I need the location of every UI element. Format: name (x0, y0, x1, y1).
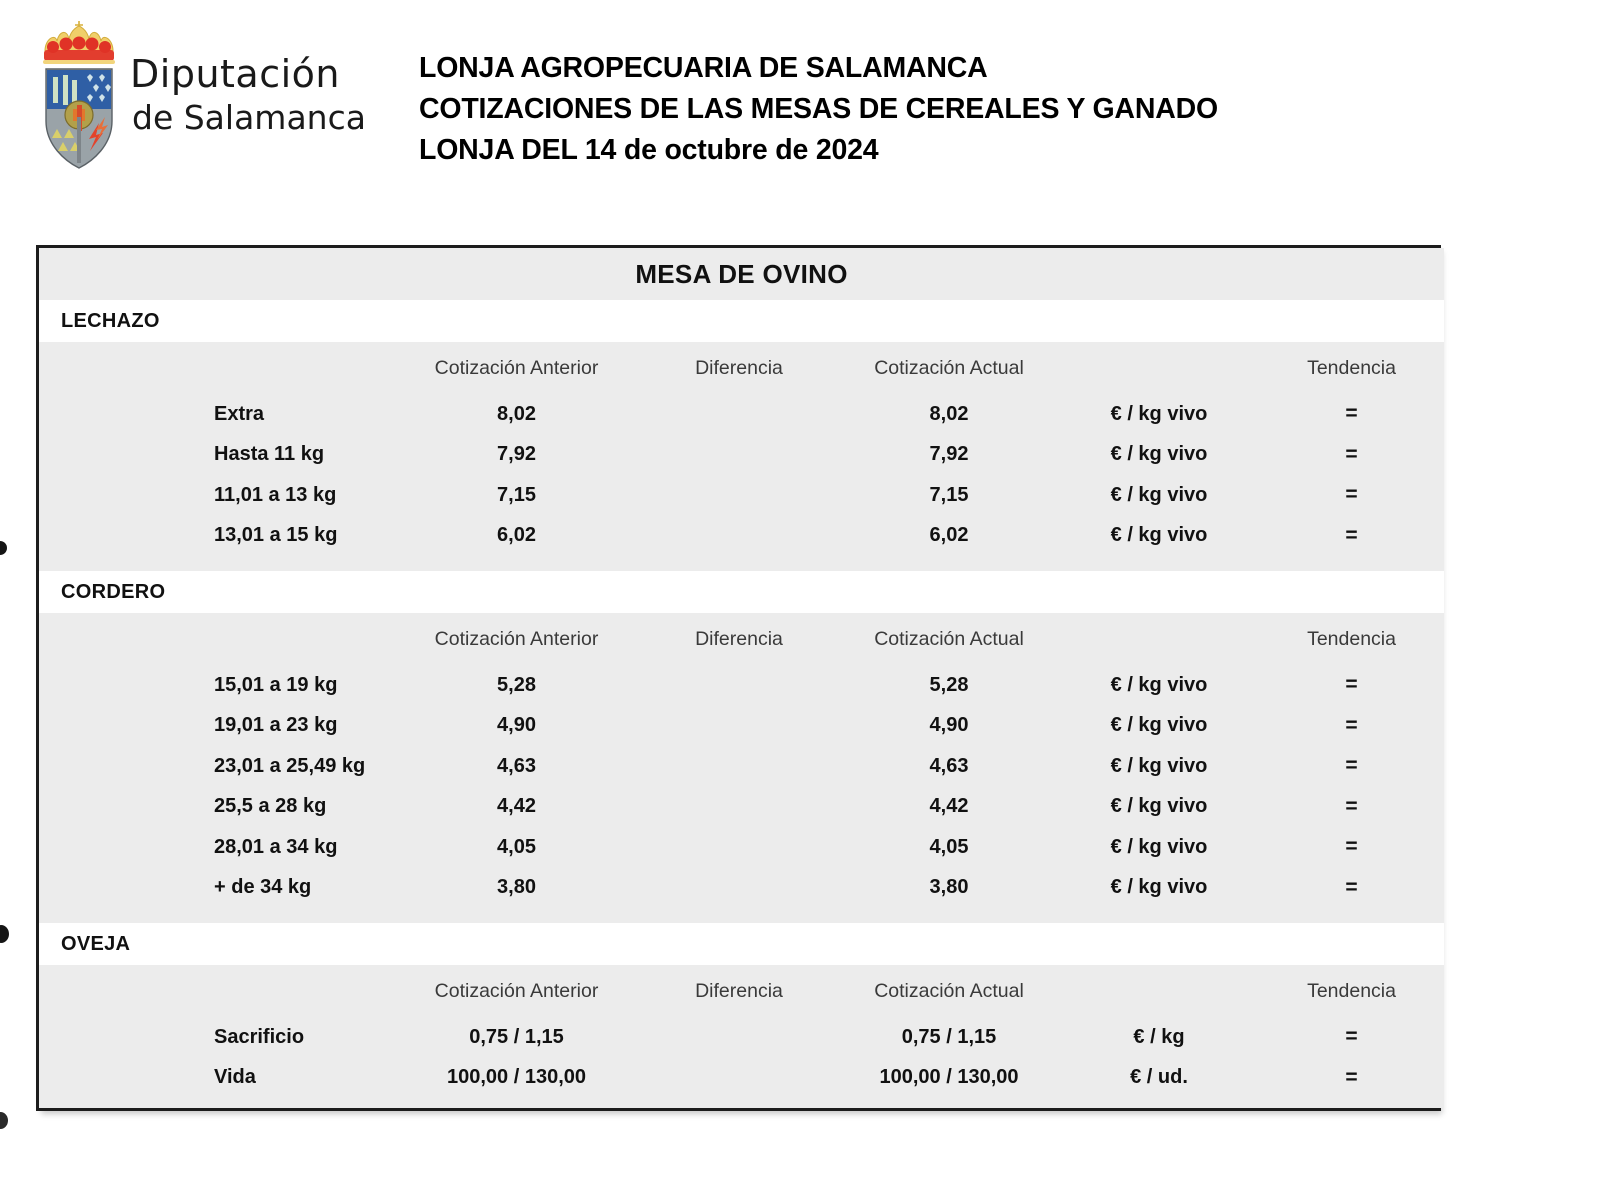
table-title: MESA DE OVINO (39, 248, 1444, 300)
cell-unit: € / kg vivo (1059, 827, 1259, 868)
table-row (39, 1058, 1444, 1099)
column-header-current: Cotización Actual (839, 342, 1059, 394)
cell-difference (639, 868, 839, 909)
cell-previous-price: 7,15 (394, 475, 639, 516)
column-header-previous: Cotización Anterior (394, 965, 639, 1017)
cell-previous-price: 4,90 (394, 706, 639, 747)
column-header-previous: Cotización Anterior (394, 613, 639, 665)
page-header (0, 0, 1600, 200)
column-header-previous: Cotización Anterior (394, 342, 639, 394)
cell-unit: € / kg vivo (1059, 706, 1259, 747)
mesa-de-ovino-table (39, 248, 1444, 1108)
cell-product-name: 28,01 a 34 kg (39, 827, 394, 868)
section-spacer (39, 908, 1444, 923)
cell-difference (639, 665, 839, 706)
cell-current-price: 7,15 (839, 475, 1059, 516)
cell-trend-equals: = (1259, 746, 1444, 787)
margin-artifact-mark (0, 925, 9, 943)
table-row (39, 868, 1444, 909)
cell-product-name: Vida (39, 1058, 394, 1099)
table-row (39, 475, 1444, 516)
cell-difference (639, 787, 839, 828)
section-header-row (39, 571, 1444, 613)
cell-product-name: Extra (39, 394, 394, 435)
cell-trend-equals: = (1259, 394, 1444, 435)
table-row (39, 665, 1444, 706)
logo-wordmark (130, 52, 366, 137)
cell-unit: € / ud. (1059, 1058, 1259, 1099)
cell-trend-equals: = (1259, 706, 1444, 747)
cell-product-name: 19,01 a 23 kg (39, 706, 394, 747)
cell-current-price: 5,28 (839, 665, 1059, 706)
section-spacer-cell (39, 908, 1444, 923)
section-spacer (39, 1098, 1444, 1108)
section-header-row (39, 300, 1444, 342)
table-row (39, 394, 1444, 435)
table-row (39, 787, 1444, 828)
section-spacer-cell (39, 1098, 1444, 1108)
title-line-2: COTIZACIONES DE LAS MESAS DE CEREALES Y GANADO (419, 93, 1218, 125)
cell-current-price: 4,63 (839, 746, 1059, 787)
section-spacer-cell (39, 556, 1444, 571)
cell-previous-price: 4,63 (394, 746, 639, 787)
cell-trend-equals: = (1259, 787, 1444, 828)
cell-unit: € / kg vivo (1059, 868, 1259, 909)
column-header-trend: Tendencia (1259, 342, 1444, 394)
cell-unit: € / kg vivo (1059, 516, 1259, 557)
table-row (39, 827, 1444, 868)
column-header-row (39, 965, 1444, 1017)
cell-unit: € / kg vivo (1059, 665, 1259, 706)
cell-difference (639, 394, 839, 435)
cell-previous-price: 7,92 (394, 435, 639, 476)
cell-current-price: 0,75 / 1,15 (839, 1017, 1059, 1058)
section-header-cordero: CORDERO (39, 571, 1444, 613)
cell-difference (639, 435, 839, 476)
table-row (39, 706, 1444, 747)
column-header-name (39, 965, 394, 1017)
column-header-row (39, 613, 1444, 665)
cell-unit: € / kg vivo (1059, 475, 1259, 516)
section-header-oveja: OVEJA (39, 923, 1444, 965)
column-header-current: Cotización Actual (839, 613, 1059, 665)
cell-product-name: 25,5 a 28 kg (39, 787, 394, 828)
cell-current-price: 100,00 / 130,00 (839, 1058, 1059, 1099)
cell-product-name: 13,01 a 15 kg (39, 516, 394, 557)
cell-previous-price: 4,42 (394, 787, 639, 828)
cell-difference (639, 746, 839, 787)
cell-current-price: 4,05 (839, 827, 1059, 868)
table-row (39, 746, 1444, 787)
cell-current-price: 8,02 (839, 394, 1059, 435)
cell-current-price: 4,90 (839, 706, 1059, 747)
column-header-row (39, 342, 1444, 394)
cell-product-name: 11,01 a 13 kg (39, 475, 394, 516)
cell-trend-equals: = (1259, 665, 1444, 706)
logo-line-2: de Salamanca (132, 98, 366, 137)
document-title (419, 48, 1218, 171)
table-row (39, 1017, 1444, 1058)
cell-previous-price: 3,80 (394, 868, 639, 909)
cell-previous-price: 6,02 (394, 516, 639, 557)
table-row (39, 516, 1444, 557)
section-header-row (39, 923, 1444, 965)
cell-current-price: 3,80 (839, 868, 1059, 909)
cell-unit: € / kg vivo (1059, 787, 1259, 828)
column-header-difference: Diferencia (639, 965, 839, 1017)
mesa-de-ovino-table-container (36, 245, 1441, 1111)
column-header-unit (1059, 342, 1259, 394)
cell-difference (639, 1017, 839, 1058)
margin-artifact-mark (0, 1112, 8, 1129)
cell-unit: € / kg vivo (1059, 394, 1259, 435)
cell-product-name: + de 34 kg (39, 868, 394, 909)
cell-product-name: Sacrificio (39, 1017, 394, 1058)
cell-product-name: 23,01 a 25,49 kg (39, 746, 394, 787)
cell-current-price: 6,02 (839, 516, 1059, 557)
title-line-1: LONJA AGROPECUARIA DE SALAMANCA (419, 52, 988, 84)
cell-trend-equals: = (1259, 827, 1444, 868)
table-body (39, 248, 1444, 1108)
coat-of-arms-icon (33, 17, 125, 177)
cell-trend-equals: = (1259, 516, 1444, 557)
section-header-lechazo: LECHAZO (39, 300, 1444, 342)
cell-unit: € / kg (1059, 1017, 1259, 1058)
cell-trend-equals: = (1259, 1017, 1444, 1058)
cell-trend-equals: = (1259, 475, 1444, 516)
cell-trend-equals: = (1259, 868, 1444, 909)
table-title-row (39, 248, 1444, 300)
column-header-trend: Tendencia (1259, 965, 1444, 1017)
column-header-unit (1059, 965, 1259, 1017)
column-header-difference: Diferencia (639, 342, 839, 394)
column-header-trend: Tendencia (1259, 613, 1444, 665)
column-header-unit (1059, 613, 1259, 665)
column-header-current: Cotización Actual (839, 965, 1059, 1017)
cell-unit: € / kg vivo (1059, 435, 1259, 476)
section-spacer (39, 556, 1444, 571)
cell-previous-price: 4,05 (394, 827, 639, 868)
cell-difference (639, 1058, 839, 1099)
column-header-name (39, 613, 394, 665)
cell-previous-price: 100,00 / 130,00 (394, 1058, 639, 1099)
title-line-3: LONJA DEL 14 de octubre de 2024 (419, 134, 879, 166)
column-header-difference: Diferencia (639, 613, 839, 665)
cell-trend-equals: = (1259, 1058, 1444, 1099)
cell-previous-price: 0,75 / 1,15 (394, 1017, 639, 1058)
cell-product-name: 15,01 a 19 kg (39, 665, 394, 706)
cell-current-price: 7,92 (839, 435, 1059, 476)
column-header-name (39, 342, 394, 394)
cell-current-price: 4,42 (839, 787, 1059, 828)
cell-difference (639, 827, 839, 868)
cell-difference (639, 475, 839, 516)
margin-artifact-mark (0, 541, 7, 555)
table-row (39, 435, 1444, 476)
cell-trend-equals: = (1259, 435, 1444, 476)
cell-previous-price: 8,02 (394, 394, 639, 435)
cell-previous-price: 5,28 (394, 665, 639, 706)
logo-line-1: Diputación (130, 52, 340, 96)
cell-difference (639, 706, 839, 747)
cell-unit: € / kg vivo (1059, 746, 1259, 787)
cell-difference (639, 516, 839, 557)
cell-product-name: Hasta 11 kg (39, 435, 394, 476)
